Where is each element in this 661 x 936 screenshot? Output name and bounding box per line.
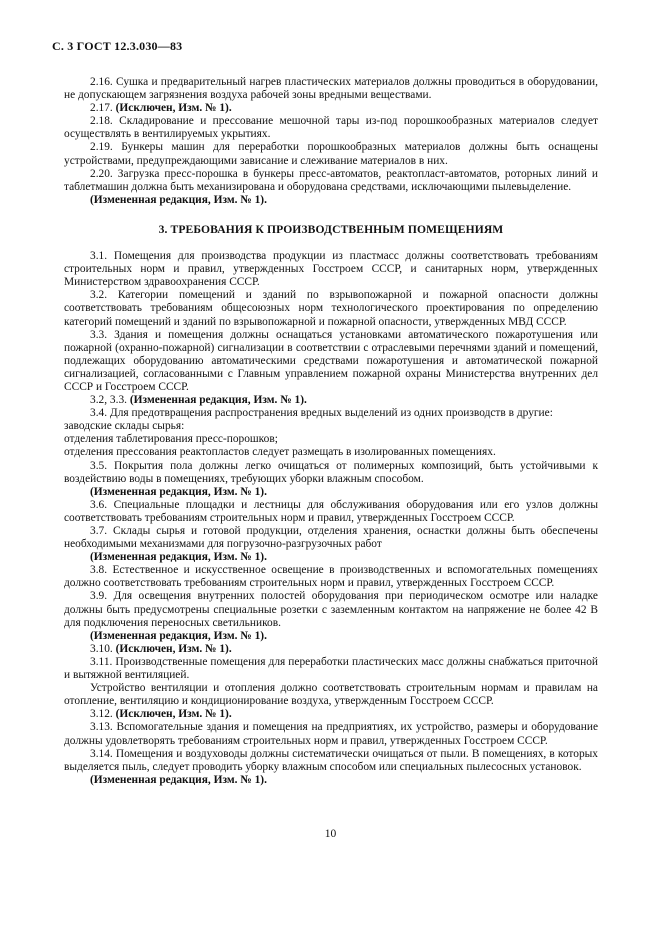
revision-note: (Измененная редакция, Изм. № 1). xyxy=(90,629,267,642)
clause-number: 3.12. xyxy=(90,708,113,721)
clause-2-19: 2.19. Бункеры машин для переработки порошкообразных материалов должны быть оснащены устройствами, предупреждающими зависание и слеживание материалов в них. xyxy=(64,141,598,167)
clause-2-16: 2.16. Сушка и предварительный нагрев пластических материалов должны проводиться в оборудовании, не допускающем загрязнения воздуха рабочей зоны вредными веществами. xyxy=(64,76,598,102)
list-item: отделения прессования реактопластов следует размещать в изолированных помещениях. xyxy=(64,446,496,459)
clause-2-18: 2.18. Складирование и прессование мешочной тары из-под порошкообразных материалов следует осуществлять в вентилируемых укрытиях. xyxy=(64,115,598,141)
clause-3-12 xyxy=(64,708,598,721)
clause-3-2: 3.2. Категории помещений и зданий по взрывопожарной и пожарной опасности должны соответствовать требованиям общесоюзных норм технологического проектирования по определению категорий помещений и зданий по взрывопожарной и пожарной опасности, утвержденных МВД СССР. xyxy=(64,289,598,328)
clause-number: 2.17. xyxy=(90,102,113,115)
clause-3-9: 3.9. Для освещения внутренних полостей оборудования при периодическом осмотре или наладке должны быть предусмотрены специальные розетки с заземленным контактом на напряжение не более 42 В для подключения переносных светильников. xyxy=(64,590,598,629)
list-item: отделения таблетирования пресс-порошков; xyxy=(64,433,278,446)
clause-3-4: 3.4. Для предотвращения распространения вредных выделений из одних производств в другие: xyxy=(90,407,553,420)
list-item: заводские склады сырья: xyxy=(64,420,185,433)
revision-note: (Измененная редакция, Изм. № 1). xyxy=(90,773,267,786)
clause-3-3: 3.3. Здания и помещения должны оснащаться установками автоматического пожаротушения или пожарной (охранно-пожарной) сигнализации в соответствии с отраслевыми перечнями зданий и помещений, подлежащих оборудованию автоматическими средствами пожаротушения и автоматической пожарной сигнализацией, согласованными с Главным управлением пожарной охраны Министерства внутренних дел СССР и Госстроем СССР. xyxy=(64,328,598,393)
page-number: 10 xyxy=(324,828,337,840)
clause-3-13: 3.13. Вспомогательные здания и помещения на предприятиях, их устройство, размеры и оборудование должны удовлетворять требованиям строительных норм и правил, утвержденных Госстроем СССР. xyxy=(64,721,598,747)
clause-2-17 xyxy=(64,102,598,115)
clause-3-6: 3.6. Специальные площадки и лестницы для обслуживания оборудования или его узлов должны соответствовать требованиям строительных норм и правил, утвержденных Госстроем СССР. xyxy=(64,498,598,524)
section-title: 3. ТРЕБОВАНИЯ К ПРОИЗВОДСТВЕННЫМ ПОМЕЩЕНИЯМ xyxy=(158,222,504,236)
revision-note: (Измененная редакция, Изм. № 1). xyxy=(90,485,267,498)
clause-3-5: 3.5. Покрытия пола должны легко очищаться от полимерных композиций, быть устойчивыми к воздействию воды в помещениях, требующих уборки влажным способом. xyxy=(64,459,598,485)
document-body xyxy=(64,76,598,787)
clause-number: 3.2, 3.3. xyxy=(90,394,128,407)
clause-2-20: 2.20. Загрузка пресс-порошка в бункеры пресс-автоматов, реактопласт-автоматов, роторных линий и таблетмашин должна быть механизирована и оборудована средствами, исключающими пылевыделение. xyxy=(64,167,598,193)
clause-3-8: 3.8. Естественное и искусственное освещение в производственных и вспомогательных помещениях должно соответствовать требованиям строительных норм и правил, утвержденных Госстроем СССР. xyxy=(64,564,598,590)
revision-note: (Измененная редакция, Изм. № 1). xyxy=(90,551,267,564)
clause-3-11-continued: Устройство вентиляции и отопления должно соответствовать строительным нормам и правилам на отопление, вентиляцию и кондиционирование воздуха, утвержденным Госстроем СССР. xyxy=(64,682,598,708)
clause-number: 3.10. xyxy=(90,642,113,655)
page-header: С. 3 ГОСТ 12.3.030—83 xyxy=(52,39,183,53)
revision-note: (Исключен, Изм. № 1). xyxy=(115,642,232,655)
clause-3-7: 3.7. Склады сырья и готовой продукции, отделения хранения, оснастки должны быть обеспечены необходимыми механизмами для погрузочно-разгрузочных работ xyxy=(64,525,598,551)
revision-note: (Исключен, Изм. № 1). xyxy=(115,102,232,115)
clause-3-1: 3.1. Помещения для производства продукции из пластмасс должны соответствовать требованиям строительных норм и правил, утвержденных Госстроем СССР, и санитарных норм, утвержденных Министерством здравоохранения СССР. xyxy=(64,250,598,289)
clause-3-10 xyxy=(64,643,598,656)
revision-note: (Измененная редакция, Изм. № 1). xyxy=(90,193,267,206)
clause-3-2-3-3-note xyxy=(64,394,598,407)
clause-3-14: 3.14. Помещения и воздуховоды должны систематически очищаться от пыли. В помещениях, в которых выделяется пыль, следует проводить уборку влажным способом или специальных пылесосных установок. xyxy=(64,747,598,773)
revision-note: (Измененная редакция, Изм. № 1). xyxy=(129,394,307,407)
revision-note: (Исключен, Изм. № 1). xyxy=(115,708,232,721)
clause-3-11: 3.11. Производственные помещения для переработки пластических масс должны снабжаться приточной и вытяжной вентиляцией. xyxy=(64,655,598,682)
